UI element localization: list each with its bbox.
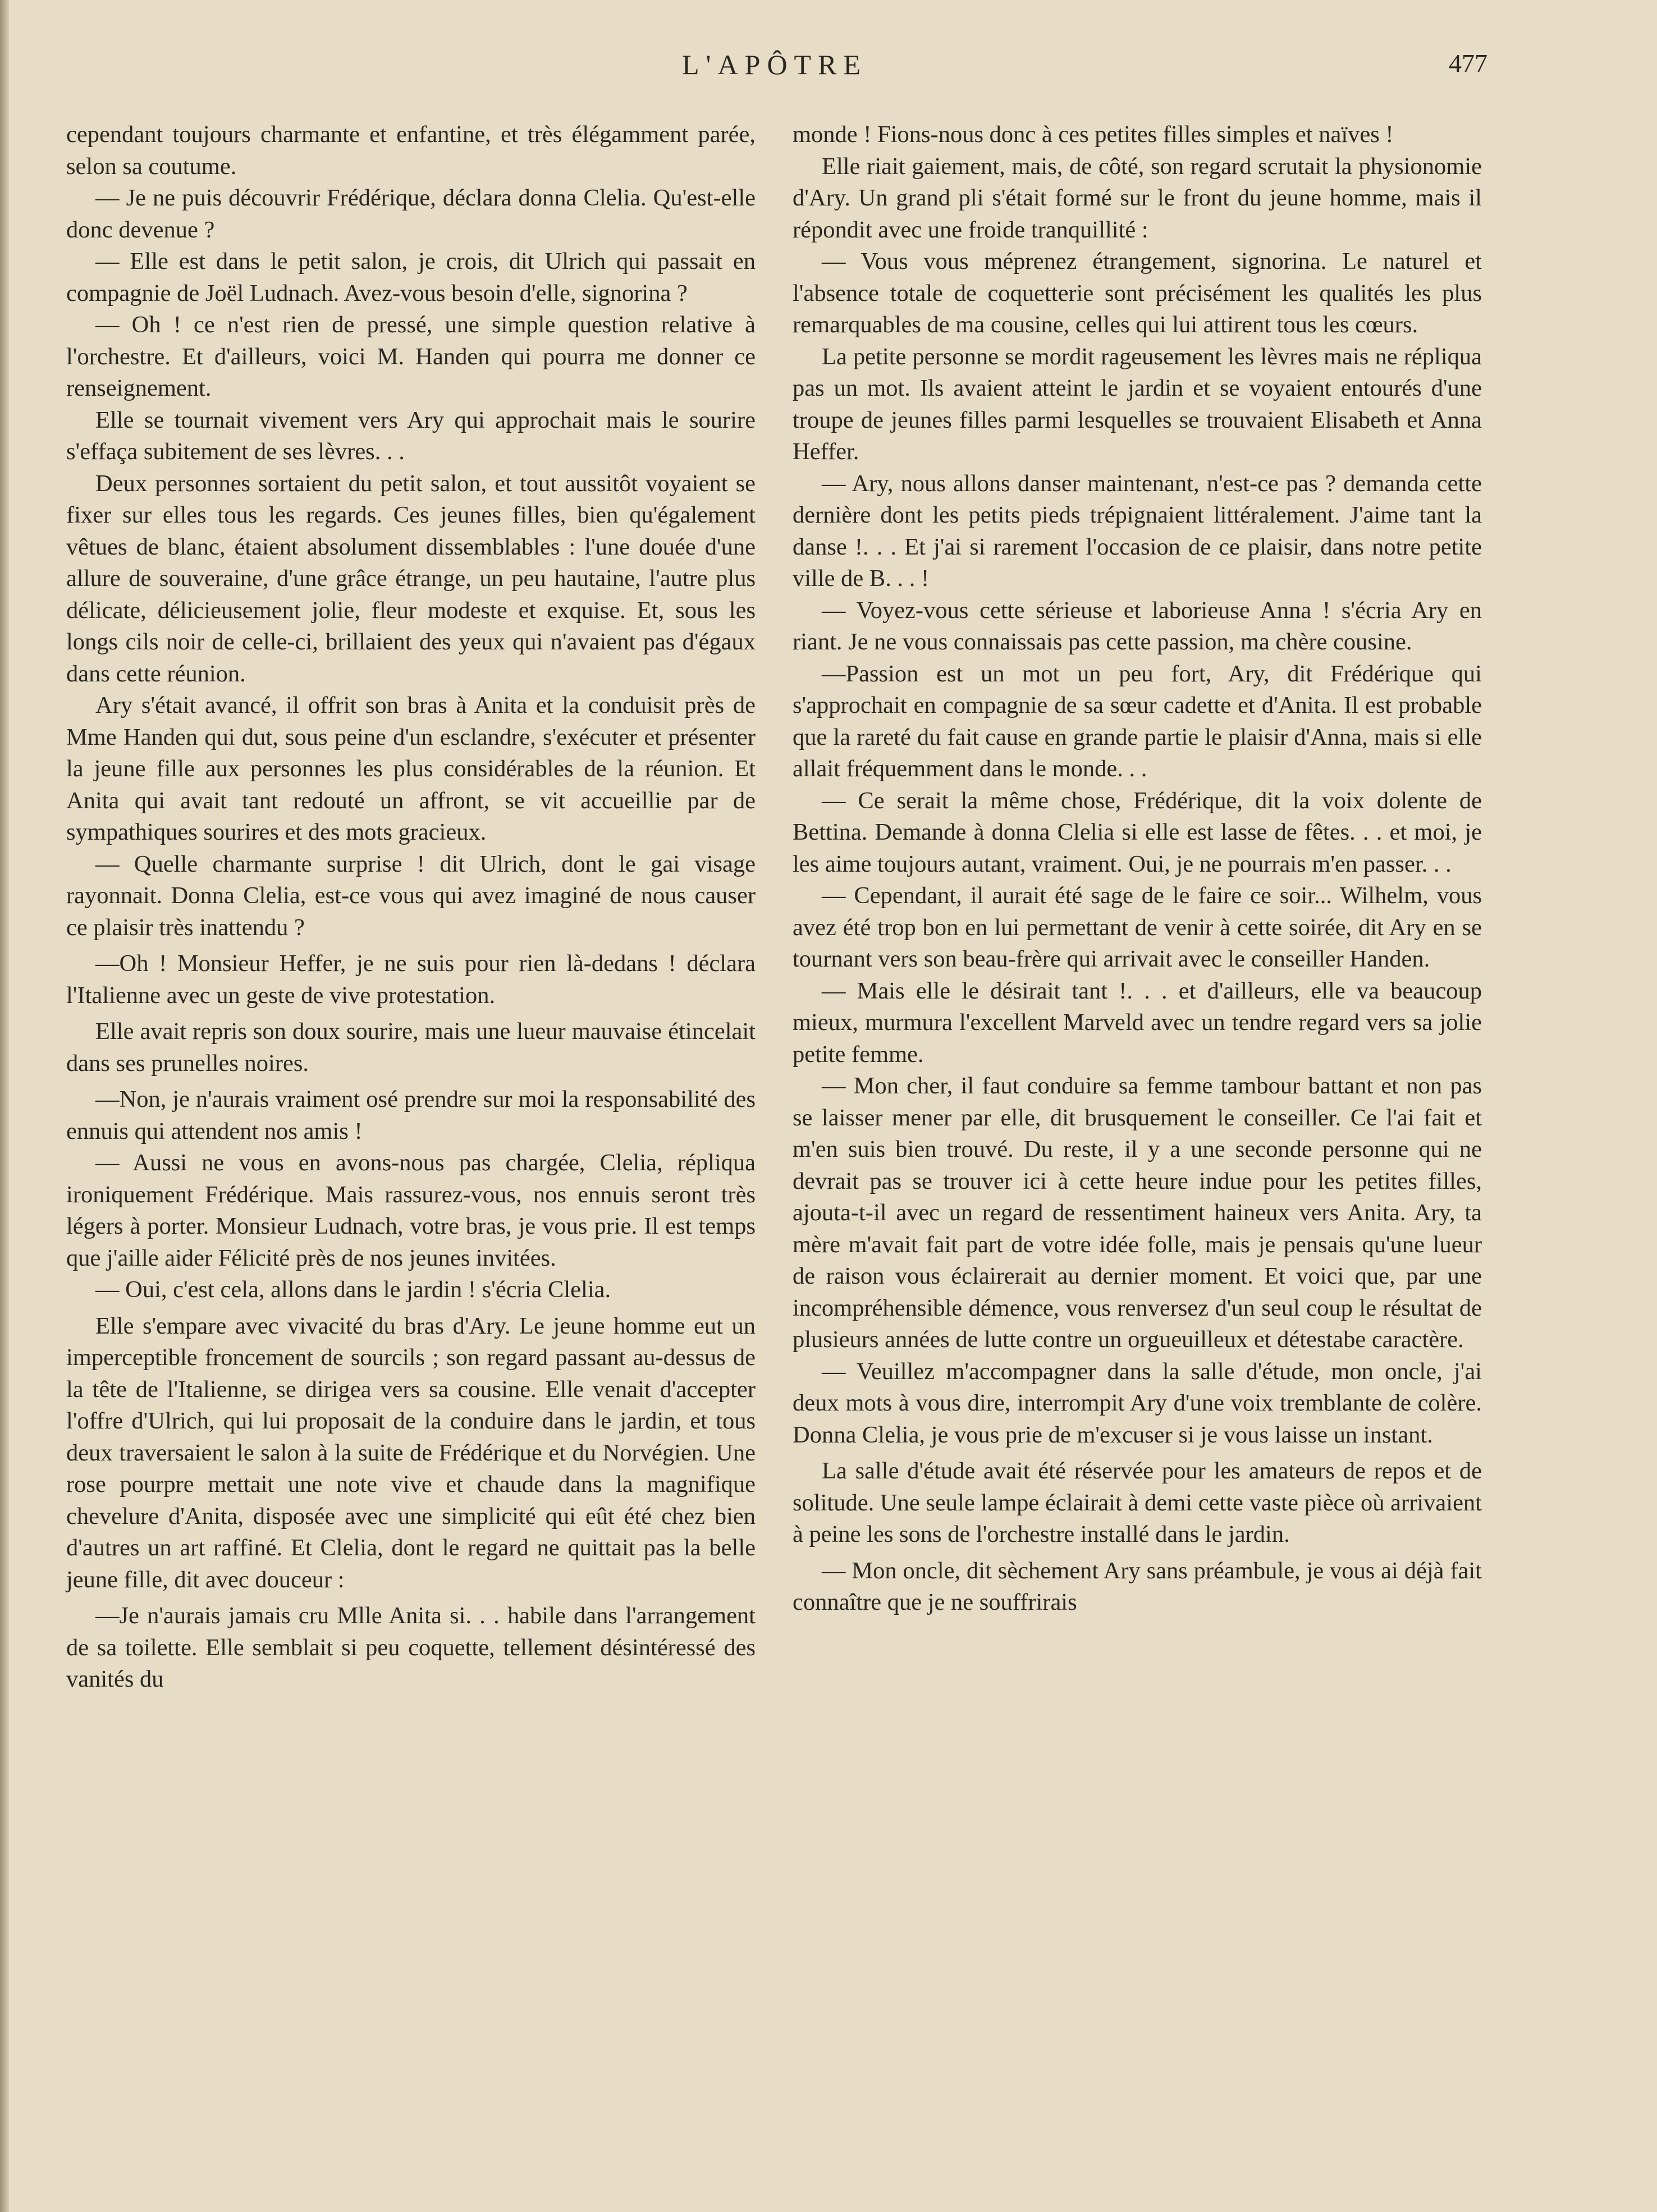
- paragraph: Elle s'empare avec vivacité du bras d'Ary. Le jeune homme eut un imperceptible froncement de sourcils ; son regard passant au-dessus de la tête de l'Italienne, se dirigea vers sa cousine. Elle venait d'accepter l'offre d'Ulrich, qui lui proposait de la conduire dans le jardin, et tous deux traversaient le salon à la suite de Frédérique et du Norvégien. Une rose pourpre mettait une note vive et chaude dans la magnifique chevelure d'Anita, disposée avec une simplicité qui eût été chez bien d'autres un art raffiné. Et Clelia, dont le regard ne quittait pas la belle jeune fille, dit avec douceur :: [66, 1312, 756, 1593]
- left-column: [66, 119, 756, 1696]
- paragraph: La salle d'étude avait été réservée pour les amateurs de repos et de solitude. Une seule lampe éclairait à demi cette vaste pièce où arrivaient à peine les sons de l'orchestre installé dans le jardin.: [793, 1458, 1482, 1547]
- paragraph: — Quelle charmante surprise ! dit Ulrich, dont le gai visage rayonnait. Donna Clelia, est-ce vous qui avez imaginé de nous causer ce plaisir très inattendu ?: [66, 850, 756, 941]
- paragraph: — Cependant, il aurait été sage de le faire ce soir... Wilhelm, vous avez été trop bon en lui permettant de venir à cette soirée, dit Ary en se tournant vers son beau-frère qui arrivait avec le conseiller Handen.: [793, 882, 1482, 972]
- paragraph: — Mon cher, il faut conduire sa femme tambour battant et non pas se laisser mener par elle, dit brusquement le conseiller. Ce l'ai fait et m'en suis bien trouvé. Du reste, il y a une seconde personne qui ne devrait pas se trouver ici à cette heure indue pour les petites filles, ajouta-t-il avec un regard de ressentiment haineux vers Anita. Ary, ta mère m'avait fait part de votre idée folle, mais je pensais qu'une lueur de raison vous éclairerait au dernier moment. Et voici que, par une incompréhensible démence, vous renversez d'un seul coup le résultat de plusieurs années de lutte contre un orgueuilleux et détestabe caractère.: [793, 1073, 1482, 1353]
- paragraph: — Mais elle le désirait tant !. . . et d'ailleurs, elle va beaucoup mieux, murmura l'excellent Marveld avec un tendre regard vers sa jolie petite femme.: [793, 977, 1482, 1068]
- page-header: [62, 45, 1487, 90]
- right-column: [793, 119, 1482, 1619]
- paragraph: — Je ne puis découvrir Frédérique, déclara donna Clelia. Qu'est-elle donc devenue ?: [66, 185, 756, 243]
- paragraph: — Veuillez m'accompagner dans la salle d'étude, mon oncle, j'ai deux mots à vous dire, interrompit Ary d'une voix tremblante de colère. Donna Clelia, je vous prie de m'excuser si je vous laisse un instant.: [793, 1358, 1482, 1448]
- page-edge: [0, 0, 9, 2212]
- paragraph: Elle riait gaiement, mais, de côté, son regard scrutait la physionomie d'Ary. Un grand pli s'était formé sur le front du jeune homme, mais il répondit avec une froide tranquillité :: [793, 153, 1482, 243]
- paragraph: cependant toujours charmante et enfantine, et très élégamment parée, selon sa coutume.: [66, 121, 756, 180]
- paragraph: Elle se tournait vivement vers Ary qui approchait mais le sourire s'effaça subitement de ses lèvres. . .: [66, 406, 756, 465]
- paragraph: —Non, je n'aurais vraiment osé prendre sur moi la responsabilité des ennuis qui attendent nos amis !: [66, 1086, 756, 1144]
- paragraph: — Oh ! ce n'est rien de pressé, une simple question relative à l'orchestre. Et d'ailleurs, voici M. Handen qui pourra me donner ce renseignement.: [66, 312, 756, 401]
- paragraph: — Aussi ne vous en avons-nous pas chargée, Clelia, répliqua ironiquement Frédérique. Mais rassurez-vous, nos ennuis seront très légers à porter. Monsieur Ludnach, votre bras, je vous prie. Il est temps que j'aille aider Félicité près de nos jeunes invitées.: [66, 1149, 756, 1271]
- running-title: L'APÔTRE: [681, 49, 867, 80]
- paragraph: monde ! Fions-nous donc à ces petites filles simples et naïves !: [793, 121, 1394, 148]
- paragraph: Elle avait repris son doux sourire, mais une lueur mauvaise étincelait dans ses prunelles noires.: [66, 1018, 756, 1077]
- paragraph: — Elle est dans le petit salon, je crois, dit Ulrich qui passait en compagnie de Joël Ludnach. Avez-vous besoin d'elle, signorina ?: [66, 248, 756, 306]
- paragraph: —Passion est un mot un peu fort, Ary, dit Frédérique qui s'approchait en compagnie de sa sœur cadette et d'Anita. Il est probable que la rareté du fait cause en grande partie le plaisir d'Anna, mais si elle allait fréquemment dans le monde. . .: [793, 660, 1482, 782]
- paragraph: — Voyez-vous cette sérieuse et laborieuse Anna ! s'écria Ary en riant. Je ne vous connaissais pas cette passion, ma chère cousine.: [793, 597, 1482, 655]
- paragraph: La petite personne se mordit rageusement les lèvres mais ne répliqua pas un mot. Ils avaient atteint le jardin et se voyaient entourés d'une troupe de jeunes filles parmi lesquelles se trouvaient Elisabeth et Anna Heffer.: [793, 343, 1482, 465]
- paragraph: Ary s'était avancé, il offrit son bras à Anita et la conduisit près de Mme Handen qui dut, sous peine d'un esclandre, s'exécuter et présenter la jeune fille aux personnes les plus considérables de la réunion. Et Anita qui avait tant redouté un affront, se vit accueillie par de sympathiques sourires et des mots gracieux.: [66, 692, 756, 845]
- page-number: 477: [1449, 49, 1487, 77]
- paragraph: —Oh ! Monsieur Heffer, je ne suis pour rien là-dedans ! déclara l'Italienne avec un geste de vive protestation.: [66, 950, 756, 1009]
- paragraph: — Vous vous méprenez étrangement, signorina. Le naturel et l'absence totale de coquetterie sont précisément les qualités les plus remarquables de ma cousine, celles qui lui attirent tous les cœurs.: [793, 248, 1482, 338]
- paragraph: — Ary, nous allons danser maintenant, n'est-ce pas ? demanda cette dernière dont les petits pieds trépignaient littéralement. J'aime tant la danse !. . . Et j'ai si rarement l'occasion de ce plaisir, dans notre petite ville de B. . . !: [793, 470, 1482, 592]
- paragraph: — Oui, c'est cela, allons dans le jardin ! s'écria Clelia.: [95, 1276, 611, 1303]
- paragraph: Deux personnes sortaient du petit salon, et tout aussitôt voyaient se fixer sur elles tous les regards. Ces jeunes filles, bien qu'également vêtues de blanc, étaient absolument dissemblables : l'une douée d'une allure de souveraine, d'une grâce étrange, un peu hautaine, l'autre plus délicate, délicieusement jolie, fleur modeste et exquise. Et, sous les longs cils noir de celle-ci, brillaient des yeux qui n'avaient pas d'égaux dans cette réunion.: [66, 470, 756, 687]
- paragraph: —Je n'aurais jamais cru Mlle Anita si. . . habile dans l'arrangement de sa toilette. Elle semblait si peu coquette, tellement désintéressé des vanités du: [66, 1602, 756, 1692]
- paragraph: — Mon oncle, dit sèchement Ary sans préambule, je vous ai déjà fait connaître que je ne souffrirais: [793, 1557, 1482, 1615]
- paragraph: — Ce serait la même chose, Frédérique, dit la voix dolente de Bettina. Demande à donna Clelia si elle est lasse de fêtes. . . et moi, je les aime toujours autant, vraiment. Oui, je ne pourrais m'en passer. . .: [793, 787, 1482, 877]
